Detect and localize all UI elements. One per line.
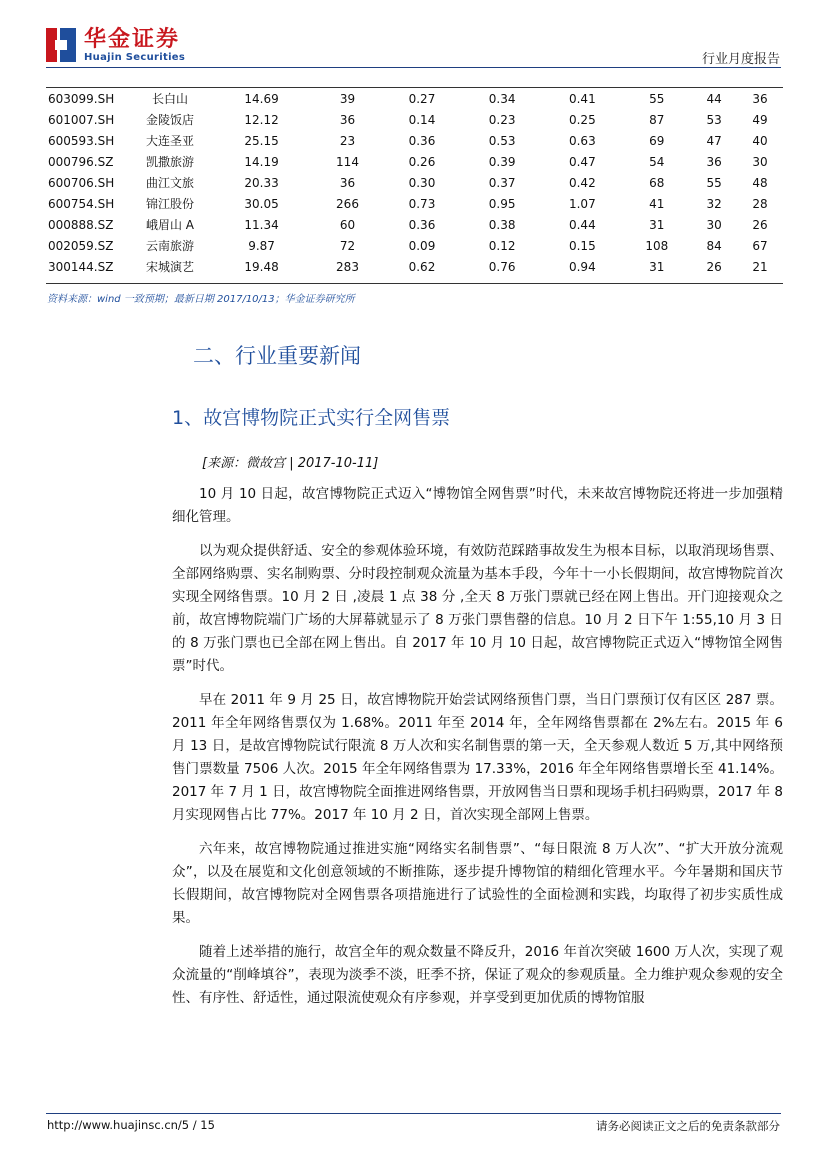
value-cell: 0.95 — [488, 196, 516, 211]
value-cell: 36 — [706, 154, 722, 169]
document-type-label: 行业月度报告 — [701, 52, 780, 67]
value-cell: 54 — [649, 154, 665, 169]
table-row — [48, 193, 783, 214]
value-cell: 0.47 — [568, 154, 596, 169]
value-cell: 25.15 — [244, 133, 279, 148]
value-cell: 0.63 — [568, 133, 596, 148]
paragraph: 10 月 10 日起，故宫博物院正式迈入“博物馆全网售票”时代，未来故宫博物院还将进一步加强精细化管理。 — [172, 486, 783, 525]
value-cell: 0.36 — [408, 217, 436, 232]
value-cell: 23 — [339, 133, 356, 148]
table-row — [48, 235, 783, 256]
value-cell: 0.27 — [408, 91, 436, 106]
table-bottom-rule — [46, 283, 783, 284]
value-cell: 0.39 — [488, 154, 516, 169]
stock-name-cell: 大连圣亚 — [145, 134, 194, 148]
table-row — [48, 214, 783, 235]
section-heading: 二、行业重要新闻 — [193, 344, 361, 368]
article-body — [172, 483, 783, 1021]
paragraph: 以为观众提供舒适、安全的参观体验环境，有效防范踩踏事故发生为根本目标，以取消现场售票、全部网络购票、实名制购票、分时段控制观众流量为基本手段，今年十一小长假期间，故宫博物院首次实现全网络售票。10 月 2 日 ,凌晨 1 点 38 分 ,全天 8 万张门票就已经在网上售出。开门迎接观众之前，故宫博物院端门广场的大屏幕就显示了 8 万张门票售罄的信息。10 月 2 日下午 1:55,10 月 3 日的 8 万张门票也已全部在网上售出。自 2017 年 10 月 10 日起，故宫博物院正式迈入“博物馆全网售票”时代。 — [172, 543, 783, 674]
stock-name-cell: 宋城演艺 — [145, 260, 194, 274]
value-cell: 0.09 — [408, 238, 436, 253]
value-cell: 14.69 — [244, 91, 279, 106]
value-cell: 60 — [339, 217, 356, 232]
stock-code-cell: 000796.SZ — [48, 154, 114, 169]
value-cell: 49 — [752, 112, 768, 127]
value-cell: 11.34 — [244, 217, 279, 232]
paragraph: 早在 2011 年 9 月 25 日，故宫博物院开始尝试网络预售门票，当日门票预订仅有区区 287 票。2011 年全年网络售票仅为 1.68%。2011 年至 2014 年，全年网络售票都在 2%左右。2015 年 6 月 13 日，是故宫博物院试行限流 8 万人次和实名制售票的第一天，全天参观人数近 5 万,其中网络预售门票数量 7506 人次。2015 年全年网络售票为 17.33%，2016 年全年网络售票增长至 41.14%。2017 年 7 月 1 日，故宫博物院全面推进网络售票，开放网售当日票和现场手机扫码购票，2017 年 8 月实现网售占比 77%。2017 年 10 月 2 日，首次实现全部网上售票。 — [172, 692, 783, 823]
value-cell: 0.34 — [488, 91, 516, 106]
paragraph: 随着上述举措的施行，故宫全年的观众数量不降反升，2016 年首次突破 1600 万人次，实现了观众流量的“削峰填谷”，表现为淡季不淡，旺季不挤，保证了观众的参观质量。全力维护观众参观的安全性、有序性、舒适性，通过限流使观众有序参观，并享受到更加优质的博物馆服 — [172, 944, 783, 1006]
table-row — [48, 109, 783, 130]
stock-code-cell: 002059.SZ — [48, 238, 114, 253]
value-cell: 39 — [339, 91, 356, 106]
stock-code-cell: 300144.SZ — [48, 259, 114, 274]
value-cell: 30 — [752, 154, 768, 169]
value-cell: 69 — [649, 133, 665, 148]
value-cell: 40 — [752, 133, 768, 148]
value-cell: 266 — [336, 196, 359, 211]
value-cell: 53 — [706, 112, 722, 127]
value-cell: 0.23 — [488, 112, 516, 127]
value-cell: 20.33 — [244, 175, 279, 190]
stock-code-cell: 603099.SH — [48, 91, 115, 106]
value-cell: 0.15 — [568, 238, 596, 253]
value-cell: 67 — [752, 238, 768, 253]
table-row — [48, 130, 783, 151]
stock-name-cell: 曲江文旅 — [145, 176, 194, 190]
value-cell: 0.73 — [408, 196, 436, 211]
value-cell: 55 — [649, 91, 665, 106]
value-cell: 26 — [752, 217, 768, 232]
stock-code-cell: 601007.SH — [48, 112, 115, 127]
value-cell: 32 — [706, 196, 722, 211]
value-cell: 31 — [649, 259, 665, 274]
value-cell: 36 — [752, 91, 768, 106]
value-cell: 0.36 — [408, 133, 436, 148]
table-row — [48, 172, 783, 193]
value-cell: 30.05 — [244, 196, 279, 211]
value-cell: 44 — [706, 91, 722, 106]
value-cell: 0.37 — [488, 175, 516, 190]
stock-name-cell: 金陵饭店 — [145, 113, 194, 127]
value-cell: 47 — [706, 133, 722, 148]
value-cell: 114 — [336, 154, 359, 169]
value-cell: 0.38 — [488, 217, 516, 232]
subsection-heading: 1、故宫博物院正式实行全网售票 — [172, 407, 451, 429]
value-cell: 0.76 — [488, 259, 516, 274]
footer-url-page[interactable]: http://www.huajinsc.cn/5 / 15 — [47, 1118, 215, 1132]
value-cell: 14.19 — [244, 154, 279, 169]
table-row — [48, 88, 783, 109]
value-cell: 48 — [752, 175, 768, 190]
table-row — [48, 256, 783, 277]
table-source-note: 资料来源：wind 一致预期；最新日期 2017/10/13；华金证券研究所 — [47, 294, 355, 305]
value-cell: 9.87 — [248, 238, 275, 253]
stock-name-cell: 凯撒旅游 — [145, 155, 194, 169]
value-cell: 30 — [706, 217, 722, 232]
news-source-note: [来源：微故宫 | 2017-10-11] — [202, 456, 379, 471]
value-cell: 12.12 — [244, 112, 279, 127]
footer-disclaimer: 请务必阅读正文之后的免责条款部分 — [596, 1119, 780, 1133]
stock-code-cell: 600593.SH — [48, 133, 115, 148]
value-cell: 72 — [339, 238, 356, 253]
stock-name-cell: 锦江股份 — [145, 197, 194, 211]
value-cell: 36 — [339, 112, 356, 127]
value-cell: 0.26 — [408, 154, 436, 169]
value-cell: 0.30 — [408, 175, 436, 190]
value-cell: 1.07 — [568, 196, 596, 211]
value-cell: 283 — [336, 259, 359, 274]
stock-name-cell: 峨眉山 A — [145, 218, 195, 232]
value-cell: 36 — [339, 175, 356, 190]
table-row — [48, 151, 783, 172]
value-cell: 0.44 — [568, 217, 596, 232]
value-cell: 0.25 — [568, 112, 596, 127]
value-cell: 108 — [645, 238, 669, 253]
value-cell: 21 — [752, 259, 768, 274]
value-cell: 28 — [752, 196, 768, 211]
value-cell: 0.53 — [488, 133, 516, 148]
value-cell: 0.14 — [408, 112, 436, 127]
company-logo — [46, 28, 185, 64]
value-cell: 0.12 — [488, 238, 516, 253]
value-cell: 87 — [649, 112, 665, 127]
stock-code-cell: 600706.SH — [48, 175, 115, 190]
value-cell: 31 — [649, 217, 665, 232]
stock-name-cell: 云南旅游 — [145, 239, 194, 253]
logo-english-name: Huajin Securities — [84, 52, 186, 63]
stock-name-cell: 长白山 — [151, 92, 188, 106]
stock-code-cell: 600754.SH — [48, 196, 115, 211]
logo-mark-icon — [46, 28, 76, 62]
value-cell: 26 — [706, 259, 722, 274]
header-divider — [46, 67, 781, 68]
value-cell: 55 — [706, 175, 722, 190]
value-cell: 0.94 — [568, 259, 596, 274]
paragraph: 六年来，故宫博物院通过推进实施“网络实名制售票”、“每日限流 8 万人次”、“扩大开放分流观众”，以及在展览和文化创意领域的不断推陈，逐步提升博物馆的精细化管理水平。今年暑期和国庆节长假期间，故宫博物院对全网售票各项措施进行了试验性的全面检测和实践，均取得了初步实质性成果。 — [172, 841, 783, 926]
value-cell: 0.62 — [408, 259, 436, 274]
logo-chinese-name: 华金证券 — [84, 27, 181, 52]
stock-valuation-table — [48, 88, 783, 277]
value-cell: 19.48 — [244, 259, 279, 274]
value-cell: 0.41 — [568, 91, 596, 106]
value-cell: 41 — [649, 196, 665, 211]
stock-code-cell: 000888.SZ — [48, 217, 114, 232]
value-cell: 68 — [649, 175, 665, 190]
footer-divider — [46, 1113, 781, 1114]
value-cell: 84 — [706, 238, 722, 253]
value-cell: 0.42 — [568, 175, 596, 190]
